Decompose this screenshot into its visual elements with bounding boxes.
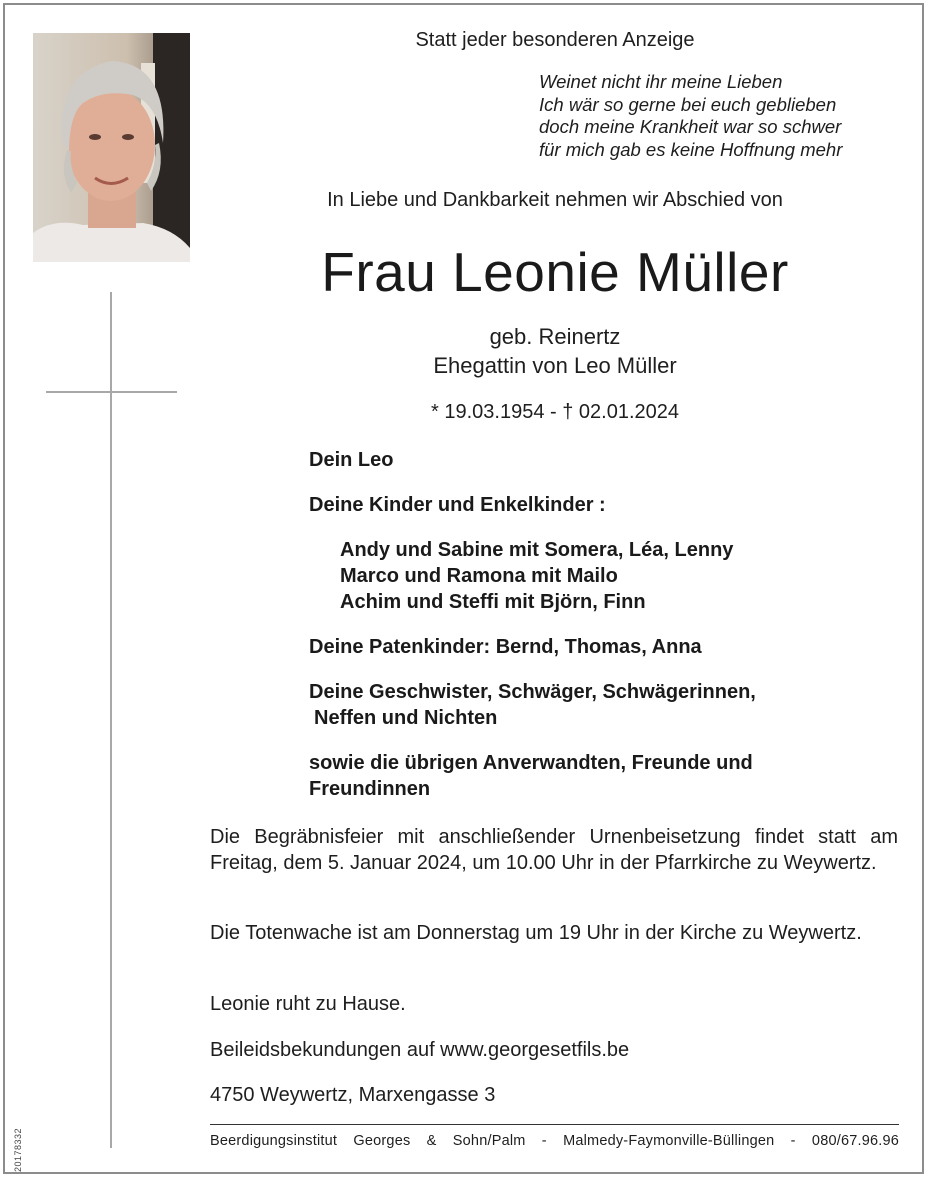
mourner-siblings: Neffen und Nichten [314,707,498,729]
condolences-paragraph: Beileidsbekundungen auf www.georgesetfils.be [210,1039,630,1061]
poem-line: Weinet nicht ihr meine Lieben [539,71,783,92]
poem-line: für mich gab es keine Hoffnung mehr [539,138,843,160]
mourner-children-heading: Deine Kinder und Enkelkinder : [309,494,606,516]
maiden-name: geb. Reinertz [489,324,621,349]
poem-line: Ich wär so gerne bei euch geblieben [539,93,837,115]
spouse-line: Ehegattin von Leo Müller [433,353,677,378]
farewell-intro: In Liebe und Dankbarkeit nehmen wir Abschied von [327,189,783,211]
mourner-godchildren: Deine Patenkinder: Bernd, Thomas, Anna [309,636,702,658]
mourner-husband: Dein Leo [309,449,394,471]
ad-reference-code: 20178332 [13,1127,23,1172]
headline: Statt jeder besonderen Anzeige [415,29,695,51]
mourner-family: Andy und Sabine mit Somera, Léa, Lenny [340,539,734,561]
funeral-paragraph: Die Begräbnisfeier mit anschließender Urnenbeisetzung findet statt am Freitag, dem 5. Januar 2024, um 10.00 Uhr in der Pfarrkirche zu Weywertz. [210,826,898,874]
mourner-siblings: Deine Geschwister, Schwäger, Schwägerinnen, [309,681,756,703]
mourners-list [309,447,909,802]
poem [539,71,842,161]
life-dates: * 19.03.1954 - † 02.01.2024 [431,401,679,423]
vigil-paragraph: Die Totenwache ist am Donnerstag um 19 Uhr in der Kirche zu Weywertz. [210,922,862,944]
funeral-home-footer: Beerdigungsinstitut Georges & Sohn/Palm - Malmedy-Faymonville-Büllingen - 080/67.96.96 [210,1133,899,1149]
footer-divider [210,1124,899,1125]
cross-horizontal-bar [46,391,177,393]
mourner-others: sowie die übrigen Anverwandten, Freunde und [309,752,753,774]
portrait-photo [33,33,190,262]
mourner-family: Marco und Ramona mit Mailo [340,565,618,587]
poem-line: doch meine Krankheit war so schwer [539,116,842,137]
address-paragraph: 4750 Weywertz, Marxengasse 3 [210,1084,496,1106]
rest-paragraph: Leonie ruht zu Hause. [210,993,406,1015]
deceased-name: Frau Leonie Müller [321,241,789,303]
mourner-family: Achim und Steffi mit Björn, Finn [340,591,646,613]
cross-vertical-bar [110,292,112,1148]
mourner-others: Freundinnen [309,778,431,800]
